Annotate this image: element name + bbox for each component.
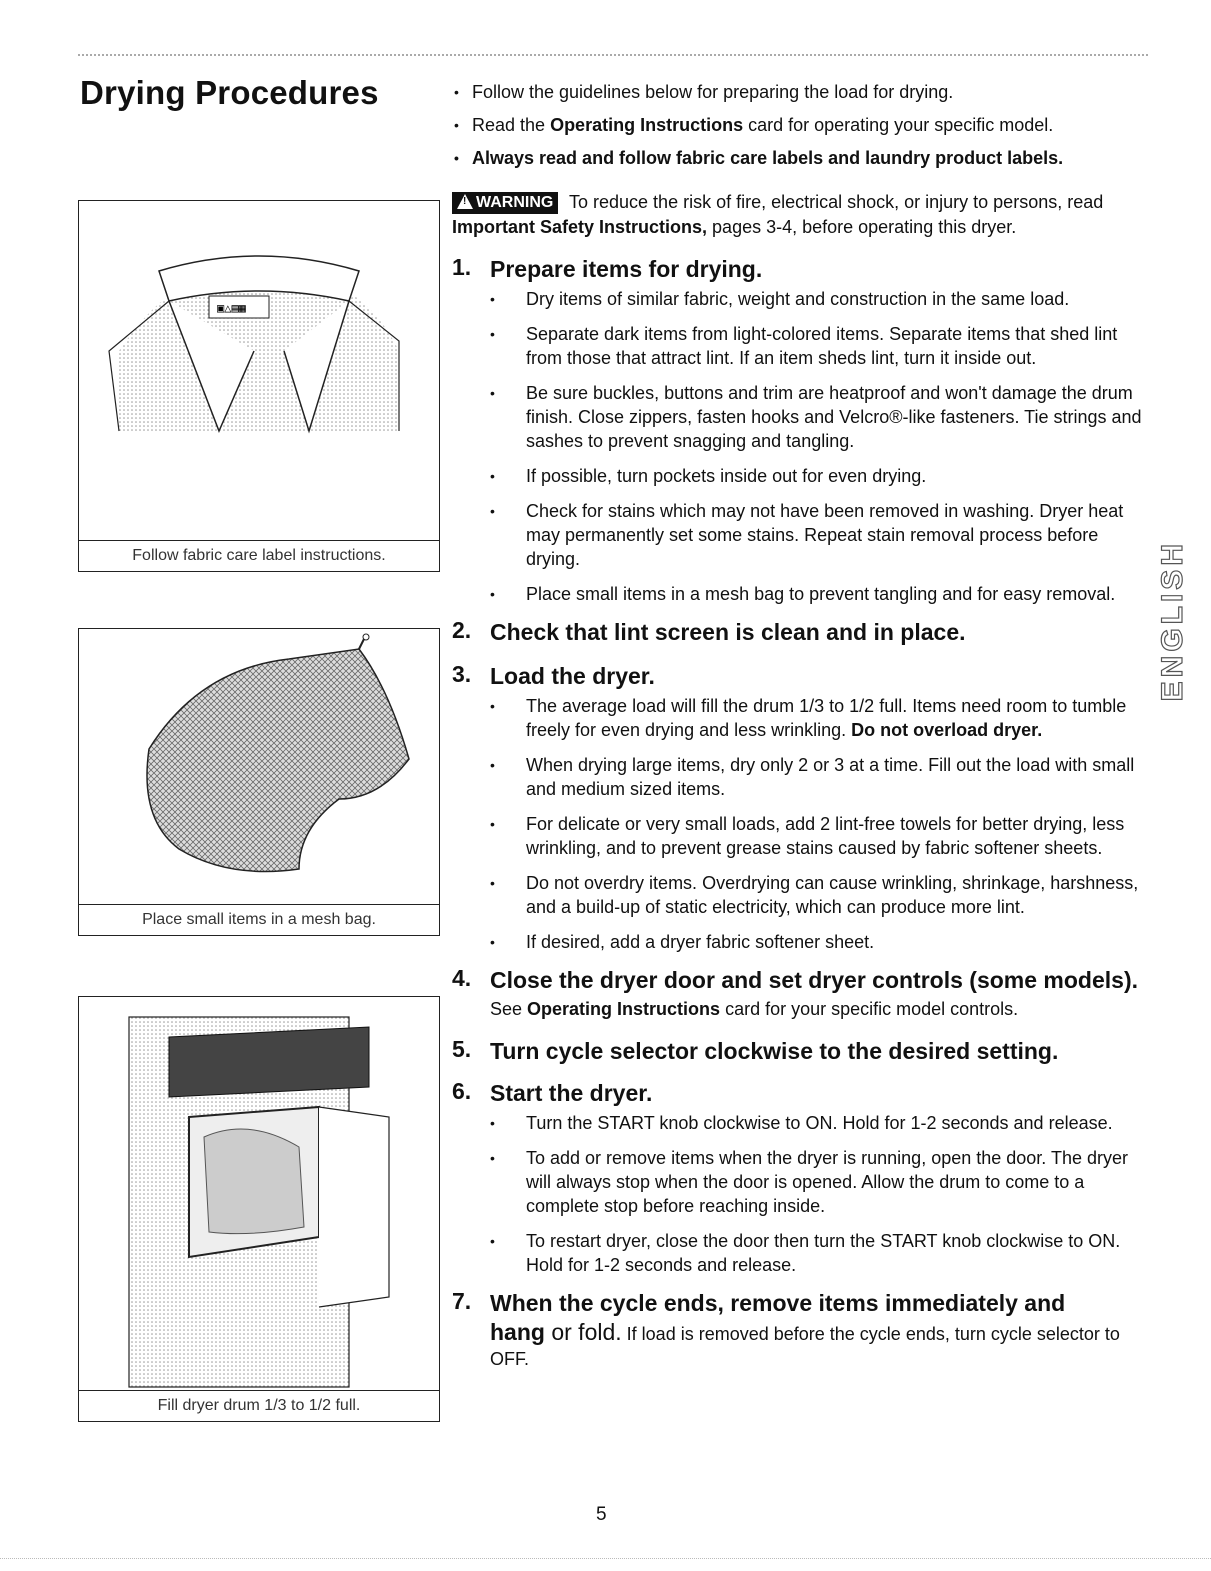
intro-list — [452, 80, 1152, 170]
list-item: • If desired, add a dryer fabric softener sheet. — [490, 930, 1152, 954]
step-title: Check that lint screen is clean and in place. — [490, 619, 966, 645]
svg-text:▣△▤▦: ▣△▤▦ — [217, 301, 246, 315]
instructions-column — [452, 80, 1152, 1372]
step-6: 6. Start the dryer. • Turn the START knob clockwise to ON. Hold for 1-2 seconds and release. • To add or remove items when the dryer is running, open the door. The dryer will always stop when the door is opened. Allow the drum to come to a complete stop before reaching inside. • To restart dryer, close the door then turn the START knob clockwise to ON. Hold for 1-2 seconds and release. — [452, 1078, 1152, 1277]
step-title: Load the dryer. — [490, 663, 655, 689]
bottom-rule — [0, 1558, 1211, 1559]
step-1: 1. Prepare items for drying. • Dry items of similar fabric, weight and construction in the same load. • Separate dark items from light-colored items. Separate items that shed lint from those that attract lint. If an item sheds lint, turn it inside out. • Be sure buckles, buttons and trim are heatproof and won't damage the drum finish. Close zippers, fasten hooks and Velcro®-like fasteners. Tie strings and sashes to prevent snagging and tangling. • If possible, turn pockets inside out for even drying. • Check for stains which may not have been removed in washing. Dryer heat may permanently set some stains. Repeat stain removal process before drying. • Place small items in a mesh bag to prevent tangling and for easy removal. — [452, 254, 1152, 606]
step-3: 3. Load the dryer. • The average load will fill the drum 1/3 to 1/2 full. Items need room to tumble freely for even drying and less wrinkling. Do not overload dryer. • When drying large items, dry only 2 or 3 at a time. Fill out the load with small and medium sized items. • For delicate or very small loads, add 2 lint-free towels for better drying, less wrinkling, and to prevent grease stains caused by fabric softener sheets. • Do not overdry items. Overdrying can cause wrinkling, shrinkage, harshness, and a build-up of static electricity, which can produce more lint. • If desired, add a dryer fabric softener sheet. — [452, 661, 1152, 954]
list-item: • Dry items of similar fabric, weight and construction in the same load. — [490, 287, 1152, 311]
page-title: Drying Procedures — [80, 74, 379, 111]
side-language-tab — [1158, 540, 1188, 701]
dryer-icon — [79, 997, 439, 1389]
list-item: • Be sure buckles, buttons and trim are heatproof and won't damage the drum finish. Close zippers, fasten hooks and Velcro®-like fasteners. Tie strings and sashes to prevent snagging and tangling. — [490, 381, 1152, 453]
step-text: See Operating Instructions card for your specific model controls. — [490, 999, 1019, 1019]
figure-caption: Place small items in a mesh bag. — [79, 904, 439, 935]
figure-care-label — [78, 200, 440, 572]
list-item: • Do not overdry items. Overdrying can cause wrinkling, shrinkage, harshness, and a build-up of static electricity, which can produce more lint. — [490, 871, 1152, 919]
step-bullets — [490, 694, 1152, 954]
figure-caption: Follow fabric care label instructions. — [79, 540, 439, 571]
list-item: • To add or remove items when the dryer is running, open the door. The dryer will always stop when the door is opened. Allow the drum to come to a complete stop before reaching inside. — [490, 1146, 1152, 1218]
step-title: Close the dryer door and set dryer controls (some models). — [490, 967, 1138, 993]
list-item: • Check for stains which may not have been removed in washing. Dryer heat may permanently set some stains. Repeat stain removal process before drying. — [490, 499, 1152, 571]
list-item: • When drying large items, dry only 2 or 3 at a time. Fill out the load with small and medium sized items. — [490, 753, 1152, 801]
step-title: Prepare items for drying. — [490, 256, 763, 282]
page-number: 5 — [596, 1504, 607, 1525]
step-title: Turn cycle selector clockwise to the desired setting. — [490, 1038, 1059, 1064]
list-item: • If possible, turn pockets inside out for even drying. — [490, 464, 1152, 488]
list-item: • Separate dark items from light-colored items. Separate items that shed lint from those that attract lint. If an item sheds lint, turn it inside out. — [490, 322, 1152, 370]
warning-badge: ! WARNING — [452, 192, 558, 214]
list-item: • The average load will fill the drum 1/3 to 1/2 full. Items need room to tumble freely for even drying and less wrinkling. Do not overload dryer. — [490, 694, 1152, 742]
figure-mesh-bag — [78, 628, 440, 936]
step-5: 5. Turn cycle selector clockwise to the desired setting. — [452, 1036, 1152, 1066]
list-item: • To restart dryer, close the door then turn the START knob clockwise to ON. Hold for 1-2 seconds and release. — [490, 1229, 1152, 1277]
step-bullets — [490, 1111, 1152, 1277]
list-item: • For delicate or very small loads, add 2 lint-free towels for better drying, less wrinkling, and to prevent grease stains caused by fabric softener sheets. — [490, 812, 1152, 860]
side-label: ENGLISH — [1156, 540, 1189, 702]
intro-item: • Follow the guidelines below for preparing the load for drying. — [452, 80, 1152, 104]
shirt-collar-icon — [79, 201, 439, 531]
step-title: When the cycle ends, remove items immediately and — [490, 1290, 1066, 1316]
step-text: hang or fold. If load is removed before the cycle ends, turn cycle selector to OFF. — [490, 1319, 1120, 1369]
step-7: 7. When the cycle ends, remove items immediately and hang or fold. If load is removed before the cycle ends, turn cycle selector to OFF. — [452, 1288, 1152, 1372]
list-item: • Turn the START knob clockwise to ON. Hold for 1-2 seconds and release. — [490, 1111, 1152, 1135]
intro-item: • Always read and follow fabric care labels and laundry product labels. — [452, 146, 1152, 170]
step-2: 2. Check that lint screen is clean and in place. — [452, 617, 1152, 647]
warning-triangle-icon: ! — [457, 194, 473, 209]
step-4: 4. Close the dryer door and set dryer controls (some models). See Operating Instructions card for your specific model controls. — [452, 965, 1152, 1022]
list-item: • Place small items in a mesh bag to prevent tangling and for easy removal. — [490, 582, 1152, 606]
step-title: Start the dryer. — [490, 1080, 653, 1106]
mesh-bag-icon — [79, 629, 439, 901]
warning-notice: ! WARNING To reduce the risk of fire, electrical shock, or injury to persons, read Important Safety Instructions, pages 3-4, before operating this dryer. — [452, 192, 1104, 237]
step-bullets — [490, 287, 1152, 606]
figure-caption: Fill dryer drum 1/3 to 1/2 full. — [79, 1390, 439, 1421]
intro-item: • Read the Operating Instructions card for operating your specific model. — [452, 113, 1152, 137]
figure-dryer — [78, 996, 440, 1422]
top-rule — [78, 54, 1148, 56]
steps-list — [452, 254, 1152, 1372]
